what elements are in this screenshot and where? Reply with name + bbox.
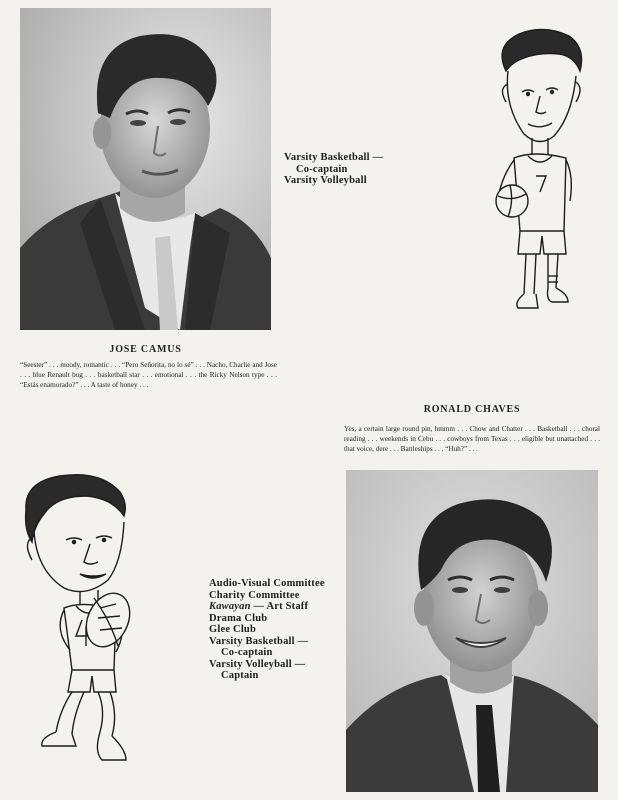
portrait-photo-ronald-chaves [346, 470, 598, 792]
activity-item: Charity Committee [209, 589, 300, 601]
caricature-jose-camus [484, 26, 592, 316]
activities-list-ronald-chaves [209, 578, 325, 682]
portrait-photo-jose-camus [20, 8, 271, 330]
activity-item: Varsity Volleyball — [209, 658, 306, 670]
kawayan-publication-name: Kawayan [209, 601, 251, 612]
activity-item: Varsity Volleyball [284, 175, 367, 186]
activity-item: Captain [221, 670, 259, 681]
activity-item: Co-captain [221, 647, 273, 658]
activities-list-jose-camus [284, 152, 383, 187]
activity-item: Varsity Basketball — [284, 152, 384, 163]
student-name-jose-camus: JOSE CAMUS [109, 344, 182, 355]
activity-item: Glee Club [209, 624, 257, 635]
activity-item [209, 601, 325, 613]
description-ronald-chaves: Yes, a certain large round pin, hmmm . . . Chow and Chatter . . . Basketball . . . choral reading . . . weekends in Cebu . . . cowboys from Texas . . . eligible but unattached . . . that voice, dere . . . Battleships . . . “Huh?” . . . [344, 425, 600, 454]
activity-item: Varsity Basketball — [209, 635, 309, 647]
activity-item-rest: — Art Staff [250, 601, 309, 612]
activity-item: Drama Club [209, 612, 268, 624]
description-jose-camus: “Seester” . . . moody, romantic . . . “Pero Señorita, no lo sé” . . . Nacho, Charlie and Jose . . . blue Renault bug . . . basketball star . . . emotional . . . the Ricky Nelson type . . . “Estás enamorado?” . . . A taste of honey . . . [20, 361, 277, 390]
activity-item: Co-captain [296, 163, 348, 175]
activity-item: Audio-Visual Committee [209, 578, 325, 589]
caricature-ronald-chaves [20, 470, 155, 775]
student-name-ronald-chaves: RONALD CHAVES [423, 404, 521, 415]
